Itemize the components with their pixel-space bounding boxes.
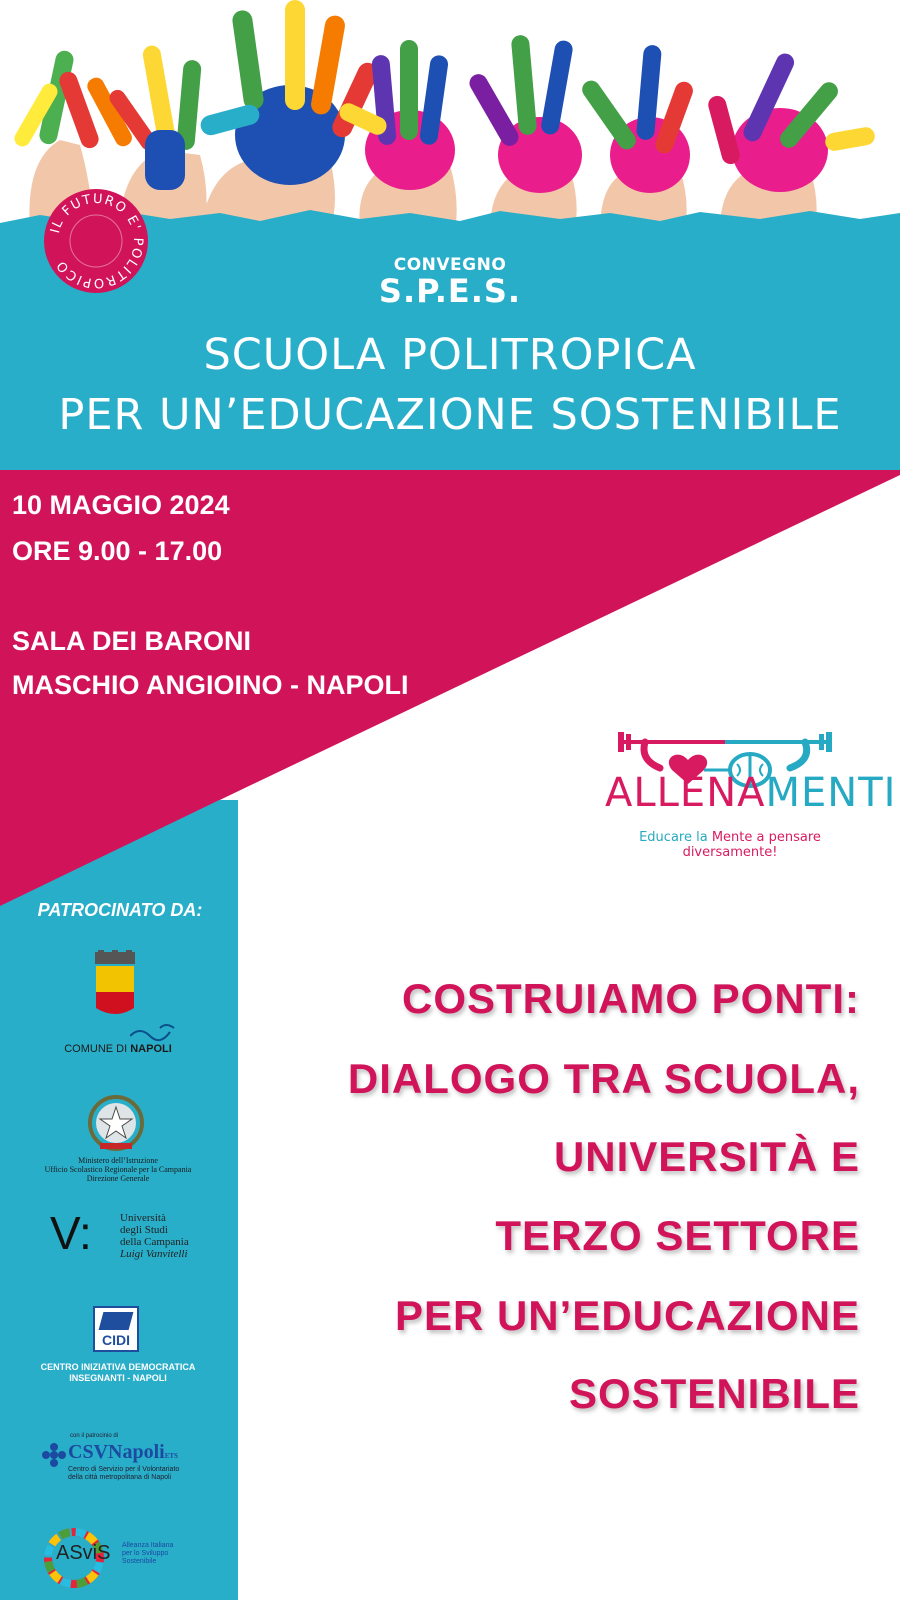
slogan-line4: TERZO SETTORE [495, 1212, 860, 1259]
event-time: ORE 9.00 - 17.00 [12, 536, 223, 566]
csv-name: CSVNapoliETS [68, 1441, 178, 1463]
vanvitelli-logo-mark: V: [50, 1207, 92, 1259]
asvis-name: ASviS [56, 1542, 111, 1564]
event-venue-line1: SALA DEI BARONI [12, 626, 252, 656]
spes-acronym: S.P.E.S. [378, 272, 522, 310]
event-venue-line2: MASCHIO ANGIOINO - NAPOLI [12, 670, 409, 700]
csv-prefix: con il patrocinio di [70, 1433, 119, 1439]
convegno-label: CONVEGNO [393, 255, 507, 275]
slogan-line6: SOSTENIBILE [568, 1370, 860, 1417]
csv-flower-icon [42, 1443, 66, 1467]
allenamenti-tagline: Educare la Mente a pensare diversamente! [639, 830, 821, 860]
slogan-line5: PER UN’EDUCAZIONE [394, 1292, 860, 1339]
cidi-graphic [99, 1312, 134, 1330]
italian-republic-emblem-icon [86, 1093, 146, 1153]
comune-napoli-caption: COMUNE DI NAPOLI [64, 1043, 172, 1055]
wave-icon [130, 1022, 176, 1042]
cidi-logo-text: CIDI [102, 1332, 130, 1348]
cidi-caption: CENTRO INIZIATIVA DEMOCRATICA INSEGNANTI - NAPOLI [40, 1362, 196, 1383]
pink-diagonal-corner [0, 790, 240, 910]
patrocinato-heading: PATROCINATO DA: [37, 900, 203, 920]
stamp-text: IL FUTURO E' POLITROPICO [47, 191, 146, 291]
csv-caption: Centro di Servizio per il Volontariato della città metropolitana di Napoli [68, 1466, 180, 1481]
cidi-logo-box [93, 1306, 139, 1352]
main-title-line2: PER UN’EDUCAZIONE SOSTENIBILE [58, 390, 842, 440]
slogan-line3: UNIVERSITÀ E [553, 1133, 860, 1180]
asvis-caption: Alleanza Italiana per lo Sviluppo Sostenibile [122, 1542, 174, 1565]
slogan-line2: DIALOGO TRA SCUOLA, [347, 1055, 860, 1102]
napoli-crest-icon [92, 950, 138, 1020]
main-title-line1: SCUOLA POLITROPICA [203, 330, 697, 380]
slogan-line1: COSTRUIAMO PONTI: [402, 975, 860, 1022]
event-date: 10 MAGGIO 2024 [12, 490, 230, 520]
vanvitelli-caption: Università degli Studi della Campania Luigi Vanvitelli [120, 1212, 189, 1260]
ministero-caption: Ministero dell’Istruzione Ufficio Scolastico Regionale per la Campania Direzione Generale [44, 1156, 192, 1183]
allenamenti-wordmark: ALLENAMENTI [605, 770, 897, 816]
